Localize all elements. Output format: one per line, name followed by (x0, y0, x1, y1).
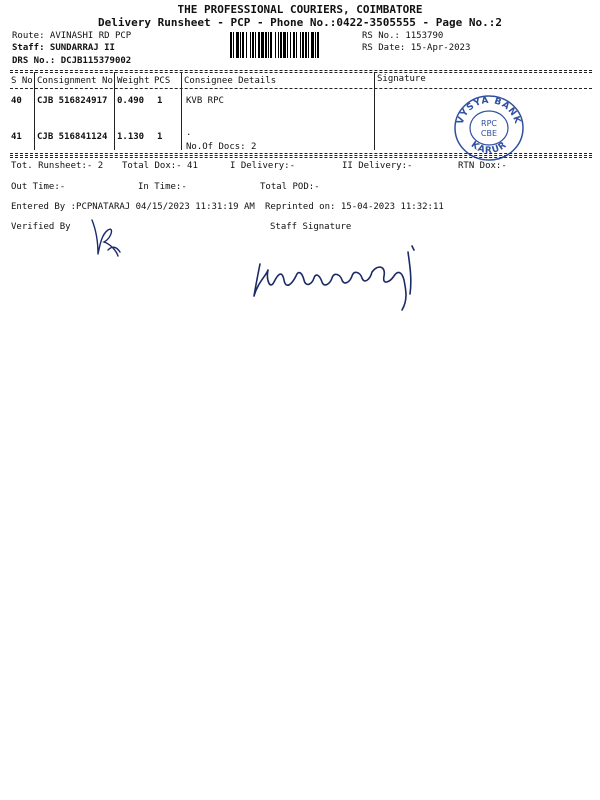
reprinted-on: Reprinted on: 15-04-2023 11:32:11 (265, 202, 444, 212)
column-separator (181, 72, 182, 150)
divider (10, 70, 592, 71)
stamp-line-1: RPC (481, 119, 497, 128)
barcode-bar (296, 32, 297, 58)
total-runsheet: Tot. Runsheet:- 2 (11, 161, 104, 171)
barcode-bar (252, 32, 254, 58)
column-header-sno: S No (11, 76, 33, 86)
barcode-bar (270, 32, 272, 58)
verified-by-label: Verified By (11, 222, 71, 232)
row-consignee: KVB RPC (186, 96, 224, 106)
ii-delivery: II Delivery:- (342, 161, 413, 171)
barcode-bar (242, 32, 244, 58)
barcode-bar (265, 32, 267, 58)
total-pod: Total POD:- (260, 182, 320, 192)
barcode-bar (308, 32, 309, 58)
stamp-text-bottom: KARUR (468, 139, 510, 156)
verifier-signature (86, 216, 126, 260)
column-header-weight: Weight (117, 76, 150, 86)
barcode-bar (278, 32, 279, 58)
divider (10, 157, 592, 158)
in-time: In Time:- (138, 182, 187, 192)
barcode-bar (293, 32, 295, 58)
row-weight: 0.490 (117, 96, 145, 106)
column-separator (114, 72, 115, 150)
barcode-bar (300, 32, 301, 58)
barcode-bar (255, 32, 256, 58)
divider (10, 88, 592, 89)
barcode-bar (290, 32, 291, 58)
row-consignment: CJB 516841124 (37, 132, 108, 142)
route-label: Route: AVINASHI RD PCP (12, 31, 132, 41)
barcode-bar (246, 32, 247, 58)
barcode-icon (230, 32, 356, 58)
runsheet-subtitle: Delivery Runsheet - PCP - Phone No.:0422-3505555 - Page No.:2 (98, 16, 502, 29)
drs-number: DRS No.: DCJB115379002 (12, 56, 132, 66)
rs-number: RS No.: 1153790 (362, 31, 444, 41)
row-sno: 41 (11, 132, 22, 142)
column-separator (374, 72, 375, 150)
barcode-bar (236, 32, 239, 58)
row-consignee: . (186, 128, 192, 138)
column-header-consignee: Consignee Details (184, 76, 277, 86)
barcode-bar (240, 32, 241, 58)
row-pcs: 1 (157, 132, 163, 142)
row-sno: 40 (11, 96, 22, 106)
divider (10, 153, 592, 154)
divider (10, 155, 592, 156)
barcode-bar (230, 32, 232, 58)
divider (10, 72, 592, 73)
barcode-bar (250, 32, 251, 58)
barcode-bar (317, 32, 319, 58)
barcode-bar (315, 32, 316, 58)
barcode-bar (287, 32, 288, 58)
barcode-bar (268, 32, 269, 58)
row-doc-count: No.Of Docs: 2 (186, 142, 257, 152)
bank-stamp (452, 92, 526, 162)
rs-date: RS Date: 15-Apr-2023 (362, 43, 471, 53)
i-delivery: I Delivery:- (230, 161, 296, 171)
stamp-line-2: CBE (480, 129, 498, 138)
row-pcs: 1 (157, 96, 163, 106)
row-consignment: CJB 516824917 (37, 96, 108, 106)
staff-label: Staff: SUNDARRAJ II (12, 43, 115, 53)
barcode-bar (283, 32, 286, 58)
staff-signature-label: Staff Signature (270, 222, 352, 232)
row-weight: 1.130 (117, 132, 145, 142)
stamp-text-top: VYSYA BANK (455, 95, 523, 126)
barcode-bar (258, 32, 260, 58)
company-name: THE PROFESSIONAL COURIERS, COIMBATORE (177, 3, 423, 16)
column-header-pcs: PCS (154, 76, 171, 86)
barcode-bar (275, 32, 276, 58)
column-header-signature: Signature (377, 74, 426, 84)
total-dox: Total Dox:- 41 (122, 161, 198, 171)
barcode-bar (233, 32, 234, 58)
column-header-consignment: Consignment No (37, 76, 113, 86)
barcode-bar (305, 32, 307, 58)
rtn-dox: RTN Dox:- (458, 161, 507, 171)
column-separator (34, 72, 35, 150)
barcode-bar (280, 32, 282, 58)
barcode-bar (261, 32, 264, 58)
entered-by: Entered By :PCPNATARAJ 04/15/2023 11:31:19 AM (11, 202, 255, 212)
barcode-bar (302, 32, 304, 58)
staff-signature (248, 236, 438, 316)
barcode-bar (311, 32, 314, 58)
out-time: Out Time:- (11, 182, 66, 192)
